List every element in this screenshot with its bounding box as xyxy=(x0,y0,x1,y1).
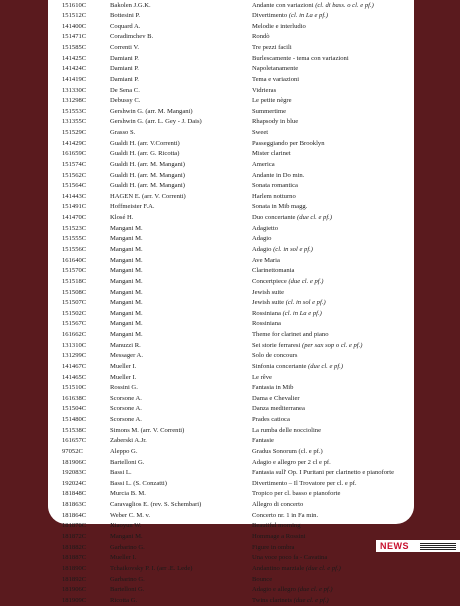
catalog-code: 131310C xyxy=(62,341,87,349)
catalog-note: (due cl. e pf.) xyxy=(308,362,344,370)
catalog-title xyxy=(252,309,412,320)
catalog-title xyxy=(252,564,412,575)
catalog-code: 141425C xyxy=(62,54,87,62)
catalog-author: Mangani M. xyxy=(110,245,143,253)
table-row xyxy=(48,585,414,596)
catalog-code: 131330C xyxy=(62,86,87,94)
catalog-title-text: Burlescamente - tema con variazioni xyxy=(252,54,349,62)
catalog-title-text: Napoletanamente xyxy=(252,65,299,73)
catalog-title xyxy=(252,86,412,97)
catalog-title xyxy=(252,22,412,33)
table-row xyxy=(48,436,414,447)
catalog-note: (cl. in sol e pf.) xyxy=(285,299,326,307)
catalog-code: 151504C xyxy=(62,405,87,413)
catalog-author: Mangani M. xyxy=(110,256,143,264)
catalog-author: Zaberski A.Jr. xyxy=(110,437,147,445)
catalog-title xyxy=(252,394,412,405)
table-row xyxy=(48,266,414,277)
table-row xyxy=(48,447,414,458)
catalog-title xyxy=(252,341,412,352)
table-row xyxy=(48,1,414,12)
catalog-title xyxy=(252,266,412,277)
catalog-title-text: Bounce xyxy=(252,575,273,583)
table-row xyxy=(48,86,414,97)
catalog-title-text: Duo concertante xyxy=(252,214,296,222)
catalog-author: Mueller I. xyxy=(110,554,137,562)
table-row xyxy=(48,426,414,437)
catalog-author: Messager A. xyxy=(110,352,143,360)
catalog-title xyxy=(252,489,412,500)
table-row xyxy=(48,543,414,554)
catalog-code: 151507C xyxy=(62,299,87,307)
catalog-author: Simons M. (arr. V. Correnti) xyxy=(110,426,185,434)
catalog-title xyxy=(252,11,412,22)
catalog-title-text: Fantasia in Mib xyxy=(252,384,294,392)
catalog-author: Bartelloni G. xyxy=(110,586,145,594)
catalog-title-text: Rondò xyxy=(252,33,270,41)
catalog-author: Hoffmeister F.A. xyxy=(110,203,155,211)
catalog-title-text: Andante con variazioni xyxy=(252,1,314,9)
catalog-title xyxy=(252,373,412,384)
catalog-code: 181882C xyxy=(62,543,87,551)
catalog-author: Mangani M. xyxy=(110,299,143,307)
catalog-title-text: Tema e variazioni xyxy=(252,75,300,83)
catalog-code: 151610C xyxy=(62,1,87,9)
table-row xyxy=(48,11,414,22)
catalog-title-text: Rhapsody in blue xyxy=(252,118,299,126)
catalog-title-text: Divertimento – Il Trovatore per cl. e pf. xyxy=(252,479,357,487)
catalog-title-text: Sei storie ferraresi xyxy=(252,341,301,349)
catalog-author: Garbarino G. xyxy=(110,543,145,551)
catalog-author: Weber C. M. v. xyxy=(110,511,151,519)
catalog-code: 181864C xyxy=(62,511,87,519)
catalog-author: Gualdi H. (arr. G. Ricotta) xyxy=(110,150,180,158)
table-row xyxy=(48,288,414,299)
catalog-author: Correnti V. xyxy=(110,44,140,52)
catalog-code: 192083C xyxy=(62,469,87,477)
catalog-title-text: Fantasie xyxy=(252,437,274,445)
table-row xyxy=(48,479,414,490)
catalog-note: (due cl. e pf.) xyxy=(305,564,341,572)
catalog-title xyxy=(252,234,412,245)
catalog-title-text: Figure in ombra xyxy=(252,543,295,551)
table-row xyxy=(48,404,414,415)
catalog-title-text: Theme for clarinet and piano xyxy=(252,331,329,339)
catalog-author: De Sena C. xyxy=(110,86,140,94)
catalog-code: 181906C xyxy=(62,586,87,594)
catalog-title xyxy=(252,298,412,309)
table-row xyxy=(48,330,414,341)
catalog-code: 151508C xyxy=(62,288,87,296)
catalog-code: 181872C xyxy=(62,533,87,540)
catalog-title xyxy=(252,479,412,490)
table-row xyxy=(48,181,414,192)
catalog-author: Bassi L. xyxy=(110,469,132,477)
catalog-author: Mangani M. xyxy=(110,533,143,540)
catalog-author: Aleppo G. xyxy=(110,447,138,455)
catalog-code: 151480C xyxy=(62,416,87,424)
catalog-note: (cl. di bass. o cl. e pf.) xyxy=(315,1,374,9)
table-row xyxy=(48,107,414,118)
catalog-title xyxy=(252,404,412,415)
catalog-title-text: Jewish suite xyxy=(252,288,285,296)
table-row xyxy=(48,415,414,426)
table-row xyxy=(48,553,414,564)
catalog-title xyxy=(252,458,412,469)
catalog-code: 181870C xyxy=(62,522,87,530)
table-row xyxy=(48,500,414,511)
catalog-title xyxy=(252,181,412,192)
catalog-note: (due cl. e pf.) xyxy=(293,596,329,604)
catalog-note: (due cl. e pf.) xyxy=(297,586,333,594)
brand-lines-icon xyxy=(420,543,456,550)
catalog-code: 131299C xyxy=(62,352,87,360)
catalog-title xyxy=(252,54,412,65)
catalog-title xyxy=(252,511,412,522)
catalog-title xyxy=(252,436,412,447)
catalog-title-text: Fantasia sull' Op. I Puritani per clarinetto e pianoforte xyxy=(252,469,394,477)
table-row xyxy=(48,224,414,235)
catalog-code: 181909C xyxy=(62,596,87,604)
catalog-title xyxy=(252,596,412,606)
catalog-title-text: Solo de concours xyxy=(252,352,298,360)
catalog-title-text: La rumba delle noccioline xyxy=(252,426,322,434)
catalog-title xyxy=(252,202,412,213)
catalog-title-text: Prades catioca xyxy=(252,416,290,424)
catalog-title-text: Ave Maria xyxy=(252,256,280,264)
catalog-note: (cl. in La e pf.) xyxy=(282,309,322,317)
catalog-title xyxy=(252,500,412,511)
catalog-title-text: Mister clarinet xyxy=(252,150,291,158)
catalog-title xyxy=(252,521,412,532)
catalog-title-text: Concertpiece xyxy=(252,277,287,285)
catalog-title xyxy=(252,64,412,75)
catalog-code: 181890C xyxy=(62,564,87,572)
catalog-author: Damiani P. xyxy=(110,65,139,73)
catalog-author: Klosé H. xyxy=(110,214,134,222)
catalog-title xyxy=(252,160,412,171)
catalog-author: Ricotta G. xyxy=(110,596,138,604)
catalog-title xyxy=(252,139,412,150)
catalog-code: 97052C xyxy=(62,447,83,455)
catalog-code: 151556C xyxy=(62,245,87,253)
catalog-author: Bakolen J.G.K. xyxy=(110,1,151,9)
catalog-title xyxy=(252,107,412,118)
catalog-code: 151562C xyxy=(62,171,87,179)
catalog-title-text: Vidrieras xyxy=(252,86,277,94)
catalog-title-text: Adagietto xyxy=(252,224,279,232)
catalog-author: Damiani P. xyxy=(110,54,139,62)
catalog-title xyxy=(252,415,412,426)
catalog-title xyxy=(252,277,412,288)
catalog-author: Gualdi H. (arr. M. Mangani) xyxy=(110,171,185,179)
brand-label: NEWS xyxy=(380,541,409,551)
catalog-author: Mangani M. xyxy=(110,224,143,232)
catalog-code: 151564C xyxy=(62,182,87,190)
catalog-title xyxy=(252,1,412,12)
catalog-title-text: Tropico per cl. basso e pianoforte xyxy=(252,490,341,498)
catalog-title-text: Allegro di concerto xyxy=(252,501,304,509)
catalog-title-text: Sonata in Mib magg. xyxy=(252,203,308,211)
catalog-code: 151585C xyxy=(62,44,87,52)
catalog-title-text: Jewish suite xyxy=(252,299,285,307)
table-row xyxy=(48,351,414,362)
table-row xyxy=(48,75,414,86)
catalog-title xyxy=(252,75,412,86)
catalog-code: 161640C xyxy=(62,256,87,264)
catalog-code: 151555C xyxy=(62,235,87,243)
catalog-title xyxy=(252,32,412,43)
catalog-code: 141467C xyxy=(62,362,87,370)
catalog-code: 141429C xyxy=(62,139,87,147)
table-row xyxy=(48,532,414,543)
catalog-note: (due cl. e pf.) xyxy=(288,277,324,285)
catalog-title-text: Divertimento xyxy=(252,12,288,20)
table-row xyxy=(48,373,414,384)
catalog-title xyxy=(252,192,412,203)
catalog-code: 131298C xyxy=(62,97,87,105)
catalog-title-text: Le rêve xyxy=(252,373,272,381)
table-row xyxy=(48,394,414,405)
catalog-title xyxy=(252,117,412,128)
catalog-title xyxy=(252,149,412,160)
table-row xyxy=(48,277,414,288)
catalog-code: 151538C xyxy=(62,426,87,434)
table-row xyxy=(48,596,414,606)
catalog-author: Bartelloni G. xyxy=(110,458,145,466)
catalog-author: Mangani M. xyxy=(110,267,143,275)
catalog-title-text: Sonata romantica xyxy=(252,182,298,190)
catalog-note: (cl. in sol e pf.) xyxy=(273,245,313,253)
catalog-title xyxy=(252,319,412,330)
catalog-author: Gualdi H. (arr. M. Mangani) xyxy=(110,160,185,168)
table-row xyxy=(48,22,414,33)
catalog-title-text: Gradus Sonorum (cl. e pf.) xyxy=(252,447,323,455)
catalog-title-text: Hommage a Rossini xyxy=(252,533,306,540)
table-row xyxy=(48,564,414,575)
table-row xyxy=(48,149,414,160)
catalog-code: 151523C xyxy=(62,224,87,232)
catalog-title-text: Una voce poco fa - Cavatina xyxy=(252,554,328,562)
catalog-title xyxy=(252,224,412,235)
catalog-title xyxy=(252,288,412,299)
table-row xyxy=(48,64,414,75)
catalog-title-text: Rossiniana xyxy=(252,320,281,328)
catalog-author: Damiani P. xyxy=(110,75,139,83)
table-row xyxy=(48,192,414,203)
catalog-author: Mangani M. xyxy=(110,331,143,339)
catalog-note: (due cl. e pf.) xyxy=(297,214,333,222)
table-row xyxy=(48,309,414,320)
table-row xyxy=(48,362,414,373)
table-row xyxy=(48,245,414,256)
table-row xyxy=(48,468,414,479)
table-row xyxy=(48,96,414,107)
catalog-code: 151471C xyxy=(62,33,87,41)
catalog-code: 141470C xyxy=(62,214,87,222)
table-row xyxy=(48,32,414,43)
catalog-code: 161662C xyxy=(62,331,87,339)
catalog-author: Garbarino G. xyxy=(110,575,145,583)
table-row xyxy=(48,234,414,245)
catalog-title-text: Summertime xyxy=(252,107,287,115)
table-row xyxy=(48,171,414,182)
catalog-title xyxy=(252,351,412,362)
catalog-title-text: Andantino marziale xyxy=(252,564,305,572)
catalog-author: Grasso S. xyxy=(110,129,136,137)
catalog-author: Debussy C. xyxy=(110,97,141,105)
table-row xyxy=(48,128,414,139)
table-row xyxy=(48,202,414,213)
catalog-code: 151510C xyxy=(62,384,87,392)
catalog-code: 151518C xyxy=(62,277,87,285)
catalog-note: (per sax sop o cl. e pf.) xyxy=(302,341,363,349)
catalog-author: Bassi L. (S. Conzatti) xyxy=(110,479,167,487)
catalog-author: Mangani M. xyxy=(110,320,143,328)
catalog-title-text: Harlem notturno xyxy=(252,192,296,200)
catalog-code: 151574C xyxy=(62,160,87,168)
catalog-author: Gualdi H. (arr. M. Mangani) xyxy=(110,182,185,190)
catalog-title xyxy=(252,128,412,139)
catalog-author: Gershwin G. (arr. M. Mangani) xyxy=(110,107,193,115)
catalog-title-text: Clarinettomania xyxy=(252,267,295,275)
catalog-title-text: Tre pezzi facili xyxy=(252,44,292,52)
catalog-author: Manuzzi R. xyxy=(110,341,141,349)
catalog-code: 192024C xyxy=(62,479,87,487)
catalog-author: Coradimchev B. xyxy=(110,33,154,41)
catalog-author: Scorsone A. xyxy=(110,405,142,413)
catalog-title-text: Twins clarinets xyxy=(252,596,293,604)
catalog-code: 181848C xyxy=(62,490,87,498)
table-row xyxy=(48,298,414,309)
catalog-note: (cl. in La e pf.) xyxy=(288,12,329,20)
catalog-title-text: Le petite nègre xyxy=(252,97,292,105)
catalog-code: 141424C xyxy=(62,65,87,73)
catalog-author: Gershwin G. (arr. L. Gey - J. Dais) xyxy=(110,118,202,126)
catalog-author: Mangani M. xyxy=(110,235,143,243)
catalog-author: Scorsone A. xyxy=(110,416,142,424)
catalog-title xyxy=(252,447,412,458)
catalog-author: Gualdi H. (arr. V.Correnti) xyxy=(110,139,180,147)
catalog-title-text: Rossiniana xyxy=(252,309,281,317)
catalog-title-text: Passeggiando per Brooklyn xyxy=(252,139,325,147)
catalog-title xyxy=(252,245,412,256)
catalog-title-text: Adagio xyxy=(252,235,272,243)
catalog-code: 151491C xyxy=(62,203,87,211)
catalog-code: 161638C xyxy=(62,394,87,402)
catalog-title xyxy=(252,383,412,394)
table-row xyxy=(48,43,414,54)
catalog-title-text: Melodie e interludio xyxy=(252,22,306,30)
catalog-code: 141419C xyxy=(62,75,87,83)
catalog-author: Rossini G. xyxy=(110,384,138,392)
catalog-title xyxy=(252,426,412,437)
catalog-author: Mueller I. xyxy=(110,373,137,381)
catalog-title xyxy=(252,171,412,182)
catalog-title-text: Adagio xyxy=(252,245,272,253)
table-row xyxy=(48,160,414,171)
table-row xyxy=(48,383,414,394)
catalog-title xyxy=(252,96,412,107)
catalog-code: 141400C xyxy=(62,22,87,30)
catalog-title xyxy=(252,468,412,479)
catalog-code: 151502C xyxy=(62,309,87,317)
table-row xyxy=(48,117,414,128)
catalog-title-text: Concerto nr. 1 in Fa min. xyxy=(252,511,319,519)
catalog-title-text: Sinfonia concertante xyxy=(252,362,307,370)
catalog-code: 181887C xyxy=(62,554,87,562)
catalog-title xyxy=(252,553,412,564)
catalog-code: 141443C xyxy=(62,192,87,200)
table-row xyxy=(48,341,414,352)
catalog-author: Mangani M. xyxy=(110,277,143,285)
table-row xyxy=(48,54,414,65)
brand-logo xyxy=(376,540,460,552)
table-row xyxy=(48,575,414,586)
table-row xyxy=(48,139,414,150)
catalog-title xyxy=(252,585,412,596)
catalog-code: 181863C xyxy=(62,501,87,509)
catalog-code: 141465C xyxy=(62,373,87,381)
catalog-code: 151567C xyxy=(62,320,87,328)
catalog-title-text: Andante in Do min. xyxy=(252,171,305,179)
table-row xyxy=(48,319,414,330)
catalog-title-text: Danza mediterranea xyxy=(252,405,305,413)
catalog-title-text: America xyxy=(252,160,275,168)
catalog-author: Caravaglios E. (rev. S. Schembari) xyxy=(110,501,202,509)
catalog-title xyxy=(252,575,412,586)
catalog-code: 151512C xyxy=(62,12,87,20)
table-row xyxy=(48,489,414,500)
table-row xyxy=(48,458,414,469)
table-row xyxy=(48,521,414,532)
catalog-author: Bottesini P. xyxy=(110,12,141,20)
catalog-title-text: Adagio e allegro xyxy=(252,586,296,594)
catalog-title xyxy=(252,43,412,54)
catalog-author: Mangani M. xyxy=(110,309,143,317)
catalog-code: 151529C xyxy=(62,129,87,137)
catalog-title xyxy=(252,256,412,267)
catalog-author: HAGEN E. (arr. V. Correnti) xyxy=(110,192,186,200)
catalog-title xyxy=(252,330,412,341)
catalog-code: 181906C xyxy=(62,458,87,466)
catalog-title-text: Beautiful morning xyxy=(252,522,301,530)
table-row xyxy=(48,213,414,224)
catalog-title-text: Dama e Chevalier xyxy=(252,394,300,402)
catalog-title-text: Adagio e allegro per 2 cl e pf. xyxy=(252,458,331,466)
catalog-author: Tchaikovsky P. I. (arr .E. Lede) xyxy=(110,564,193,572)
catalog-code: 151570C xyxy=(62,267,87,275)
catalog-code: 131355C xyxy=(62,118,87,126)
catalog-author: Xiaoyun W. xyxy=(110,522,142,530)
catalog-code: 151553C xyxy=(62,107,87,115)
catalog-code: 181892C xyxy=(62,575,87,583)
catalog-code: 161659C xyxy=(62,150,87,158)
catalog-author: Coquard A. xyxy=(110,22,141,30)
table-row xyxy=(48,256,414,267)
catalog-title-text: Sweet xyxy=(252,129,269,137)
catalog-author: Murcia B. M. xyxy=(110,490,146,498)
catalog-code: 161657C xyxy=(62,437,87,445)
catalog-title xyxy=(252,213,412,224)
catalog-author: Scorsone A. xyxy=(110,394,142,402)
catalog-title xyxy=(252,362,412,373)
catalog-author: Mangani M. xyxy=(110,288,143,296)
table-row xyxy=(48,511,414,522)
catalog-author: Mueller I. xyxy=(110,362,137,370)
